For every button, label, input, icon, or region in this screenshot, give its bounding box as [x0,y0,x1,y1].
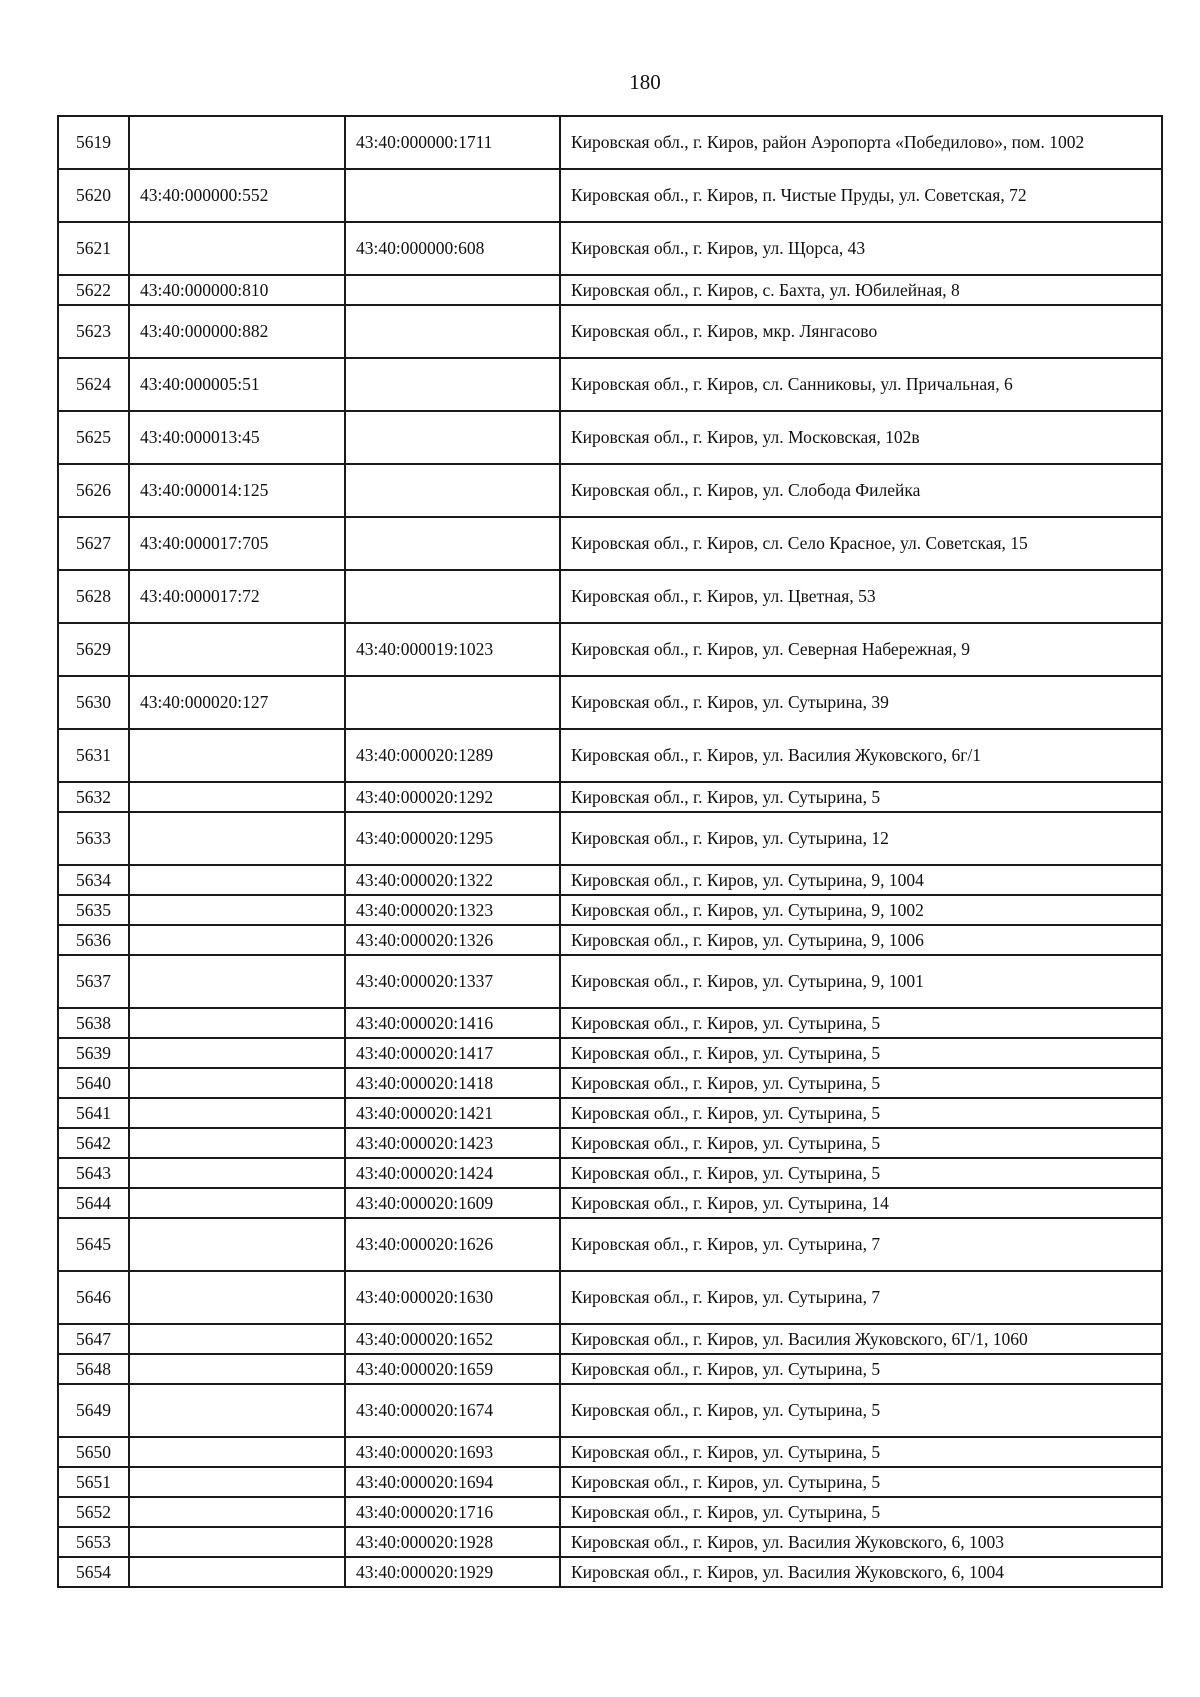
address-cell: Кировская обл., г. Киров, ул. Сутырина, 7 [560,1271,1162,1324]
object-cadastral-number-cell: 43:40:000020:1928 [345,1527,560,1557]
row-number-cell: 5640 [58,1068,129,1098]
address-cell: Кировская обл., г. Киров, ул. Сутырина, 9, 1002 [560,895,1162,925]
object-cadastral-number-cell: 43:40:000020:1421 [345,1098,560,1128]
address-cell: Кировская обл., г. Киров, ул. Василия Жуковского, 6г/1 [560,729,1162,782]
address-cell: Кировская обл., г. Киров, ул. Сутырина, 5 [560,1354,1162,1384]
land-cadastral-number-cell: 43:40:000020:127 [129,676,345,729]
table-row [58,1038,1162,1068]
land-cadastral-number-cell [129,116,345,169]
row-number-cell: 5628 [58,570,129,623]
row-number-cell: 5624 [58,358,129,411]
table-row [58,116,1162,169]
row-number-cell: 5642 [58,1128,129,1158]
row-number-cell: 5626 [58,464,129,517]
address-cell: Кировская обл., г. Киров, ул. Сутырина, 5 [560,1038,1162,1068]
row-number-cell: 5625 [58,411,129,464]
address-cell: Кировская обл., г. Киров, район Аэропорта «Победилово», пом. 1002 [560,116,1162,169]
row-number-cell: 5620 [58,169,129,222]
address-cell: Кировская обл., г. Киров, ул. Сутырина, 5 [560,782,1162,812]
land-cadastral-number-cell [129,782,345,812]
object-cadastral-number-cell [345,305,560,358]
object-cadastral-number-cell: 43:40:000020:1417 [345,1038,560,1068]
object-cadastral-number-cell: 43:40:000020:1626 [345,1218,560,1271]
object-cadastral-number-cell: 43:40:000020:1630 [345,1271,560,1324]
row-number-cell: 5629 [58,623,129,676]
address-cell: Кировская обл., г. Киров, ул. Сутырина, 5 [560,1158,1162,1188]
row-number-cell: 5633 [58,812,129,865]
land-cadastral-number-cell [129,925,345,955]
object-cadastral-number-cell: 43:40:000020:1659 [345,1354,560,1384]
table-row [58,1128,1162,1158]
address-cell: Кировская обл., г. Киров, п. Чистые Пруды, ул. Советская, 72 [560,169,1162,222]
table-row [58,676,1162,729]
row-number-cell: 5647 [58,1324,129,1354]
object-cadastral-number-cell [345,275,560,305]
land-cadastral-number-cell [129,623,345,676]
address-cell: Кировская обл., г. Киров, ул. Василия Жуковского, 6Г/1, 1060 [560,1324,1162,1354]
table-row [58,1188,1162,1218]
land-cadastral-number-cell: 43:40:000000:810 [129,275,345,305]
table-row [58,1467,1162,1497]
address-cell: Кировская обл., г. Киров, ул. Сутырина, 7 [560,1218,1162,1271]
table-row [58,1557,1162,1587]
land-cadastral-number-cell [129,1068,345,1098]
address-cell: Кировская обл., г. Киров, ул. Цветная, 53 [560,570,1162,623]
object-cadastral-number-cell: 43:40:000020:1322 [345,865,560,895]
row-number-cell: 5627 [58,517,129,570]
land-cadastral-number-cell [129,1218,345,1271]
row-number-cell: 5634 [58,865,129,895]
object-cadastral-number-cell [345,411,560,464]
table-row [58,517,1162,570]
table-row [58,464,1162,517]
row-number-cell: 5630 [58,676,129,729]
table-row [58,358,1162,411]
row-number-cell: 5621 [58,222,129,275]
table-row [58,812,1162,865]
table-row [58,1068,1162,1098]
table-row [58,1098,1162,1128]
row-number-cell: 5648 [58,1354,129,1384]
land-cadastral-number-cell [129,1384,345,1437]
table-row [58,1437,1162,1467]
address-cell: Кировская обл., г. Киров, ул. Сутырина, 5 [560,1497,1162,1527]
address-cell: Кировская обл., г. Киров, ул. Сутырина, 5 [560,1467,1162,1497]
object-cadastral-number-cell: 43:40:000020:1424 [345,1158,560,1188]
land-cadastral-number-cell [129,222,345,275]
table-row [58,1008,1162,1038]
address-cell: Кировская обл., г. Киров, ул. Сутырина, 12 [560,812,1162,865]
row-number-cell: 5641 [58,1098,129,1128]
land-cadastral-number-cell: 43:40:000017:705 [129,517,345,570]
land-cadastral-number-cell [129,1128,345,1158]
land-cadastral-number-cell [129,729,345,782]
table-row [58,411,1162,464]
table-row [58,1527,1162,1557]
row-number-cell: 5636 [58,925,129,955]
land-cadastral-number-cell [129,1271,345,1324]
row-number-cell: 5632 [58,782,129,812]
registry-table-body [58,116,1162,1587]
table-row [58,729,1162,782]
land-cadastral-number-cell: 43:40:000000:552 [129,169,345,222]
row-number-cell: 5635 [58,895,129,925]
object-cadastral-number-cell: 43:40:000020:1418 [345,1068,560,1098]
address-cell: Кировская обл., г. Киров, ул. Северная Набережная, 9 [560,623,1162,676]
row-number-cell: 5622 [58,275,129,305]
land-cadastral-number-cell [129,1467,345,1497]
address-cell: Кировская обл., г. Киров, ул. Сутырина, 5 [560,1008,1162,1038]
address-cell: Кировская обл., г. Киров, ул. Слобода Филейка [560,464,1162,517]
land-cadastral-number-cell [129,1557,345,1587]
registry-table [57,115,1163,1588]
address-cell: Кировская обл., г. Киров, ул. Сутырина, 5 [560,1068,1162,1098]
land-cadastral-number-cell: 43:40:000017:72 [129,570,345,623]
address-cell: Кировская обл., г. Киров, ул. Сутырина, 5 [560,1437,1162,1467]
row-number-cell: 5645 [58,1218,129,1271]
land-cadastral-number-cell [129,1354,345,1384]
row-number-cell: 5619 [58,116,129,169]
object-cadastral-number-cell: 43:40:000020:1337 [345,955,560,1008]
row-number-cell: 5637 [58,955,129,1008]
page-number: 180 [629,70,661,94]
object-cadastral-number-cell: 43:40:000020:1323 [345,895,560,925]
land-cadastral-number-cell [129,1497,345,1527]
object-cadastral-number-cell: 43:40:000020:1694 [345,1467,560,1497]
address-cell: Кировская обл., г. Киров, с. Бахта, ул. Юбилейная, 8 [560,275,1162,305]
table-row [58,895,1162,925]
table-row [58,222,1162,275]
land-cadastral-number-cell: 43:40:000005:51 [129,358,345,411]
row-number-cell: 5644 [58,1188,129,1218]
land-cadastral-number-cell [129,1437,345,1467]
address-cell: Кировская обл., г. Киров, ул. Сутырина, 5 [560,1098,1162,1128]
row-number-cell: 5639 [58,1038,129,1068]
land-cadastral-number-cell [129,1188,345,1218]
land-cadastral-number-cell [129,1158,345,1188]
table-row [58,1271,1162,1324]
row-number-cell: 5646 [58,1271,129,1324]
table-row [58,865,1162,895]
table-row [58,782,1162,812]
object-cadastral-number-cell [345,570,560,623]
object-cadastral-number-cell [345,464,560,517]
row-number-cell: 5651 [58,1467,129,1497]
address-cell: Кировская обл., г. Киров, ул. Сутырина, 9, 1001 [560,955,1162,1008]
object-cadastral-number-cell [345,169,560,222]
object-cadastral-number-cell: 43:40:000020:1929 [345,1557,560,1587]
table-row [58,1158,1162,1188]
address-cell: Кировская обл., г. Киров, ул. Щорса, 43 [560,222,1162,275]
address-cell: Кировская обл., г. Киров, ул. Василия Жуковского, 6, 1003 [560,1527,1162,1557]
object-cadastral-number-cell: 43:40:000020:1693 [345,1437,560,1467]
address-cell: Кировская обл., г. Киров, мкр. Лянгасово [560,305,1162,358]
table-row [58,955,1162,1008]
object-cadastral-number-cell [345,358,560,411]
row-number-cell: 5631 [58,729,129,782]
object-cadastral-number-cell: 43:40:000020:1423 [345,1128,560,1158]
object-cadastral-number-cell: 43:40:000020:1609 [345,1188,560,1218]
address-cell: Кировская обл., г. Киров, ул. Сутырина, 5 [560,1384,1162,1437]
address-cell: Кировская обл., г. Киров, сл. Санниковы, ул. Причальная, 6 [560,358,1162,411]
land-cadastral-number-cell: 43:40:000013:45 [129,411,345,464]
address-cell: Кировская обл., г. Киров, ул. Василия Жуковского, 6, 1004 [560,1557,1162,1587]
row-number-cell: 5643 [58,1158,129,1188]
table-row [58,275,1162,305]
object-cadastral-number-cell: 43:40:000020:1295 [345,812,560,865]
object-cadastral-number-cell: 43:40:000020:1674 [345,1384,560,1437]
land-cadastral-number-cell: 43:40:000000:882 [129,305,345,358]
land-cadastral-number-cell [129,865,345,895]
table-row [58,1354,1162,1384]
object-cadastral-number-cell: 43:40:000020:1416 [345,1008,560,1038]
row-number-cell: 5650 [58,1437,129,1467]
address-cell: Кировская обл., г. Киров, ул. Московская, 102в [560,411,1162,464]
table-row [58,1218,1162,1271]
address-cell: Кировская обл., г. Киров, ул. Сутырина, 5 [560,1128,1162,1158]
object-cadastral-number-cell: 43:40:000020:1289 [345,729,560,782]
object-cadastral-number-cell: 43:40:000020:1652 [345,1324,560,1354]
row-number-cell: 5652 [58,1497,129,1527]
land-cadastral-number-cell: 43:40:000014:125 [129,464,345,517]
land-cadastral-number-cell [129,1038,345,1068]
address-cell: Кировская обл., г. Киров, ул. Сутырина, 9, 1004 [560,865,1162,895]
address-cell: Кировская обл., г. Киров, ул. Сутырина, 39 [560,676,1162,729]
land-cadastral-number-cell [129,812,345,865]
land-cadastral-number-cell [129,895,345,925]
object-cadastral-number-cell: 43:40:000020:1716 [345,1497,560,1527]
table-row [58,1384,1162,1437]
land-cadastral-number-cell [129,1527,345,1557]
table-row [58,570,1162,623]
object-cadastral-number-cell: 43:40:000019:1023 [345,623,560,676]
object-cadastral-number-cell: 43:40:000000:1711 [345,116,560,169]
land-cadastral-number-cell [129,1324,345,1354]
row-number-cell: 5623 [58,305,129,358]
object-cadastral-number-cell: 43:40:000020:1292 [345,782,560,812]
table-row [58,1497,1162,1527]
land-cadastral-number-cell [129,1008,345,1038]
table-row [58,169,1162,222]
table-row [58,925,1162,955]
object-cadastral-number-cell [345,517,560,570]
row-number-cell: 5654 [58,1557,129,1587]
row-number-cell: 5638 [58,1008,129,1038]
table-row [58,623,1162,676]
land-cadastral-number-cell [129,1098,345,1128]
row-number-cell: 5653 [58,1527,129,1557]
address-cell: Кировская обл., г. Киров, сл. Село Красное, ул. Советская, 15 [560,517,1162,570]
table-row [58,1324,1162,1354]
object-cadastral-number-cell: 43:40:000000:608 [345,222,560,275]
object-cadastral-number-cell: 43:40:000020:1326 [345,925,560,955]
row-number-cell: 5649 [58,1384,129,1437]
address-cell: Кировская обл., г. Киров, ул. Сутырина, 9, 1006 [560,925,1162,955]
table-row [58,305,1162,358]
address-cell: Кировская обл., г. Киров, ул. Сутырина, 14 [560,1188,1162,1218]
land-cadastral-number-cell [129,955,345,1008]
object-cadastral-number-cell [345,676,560,729]
